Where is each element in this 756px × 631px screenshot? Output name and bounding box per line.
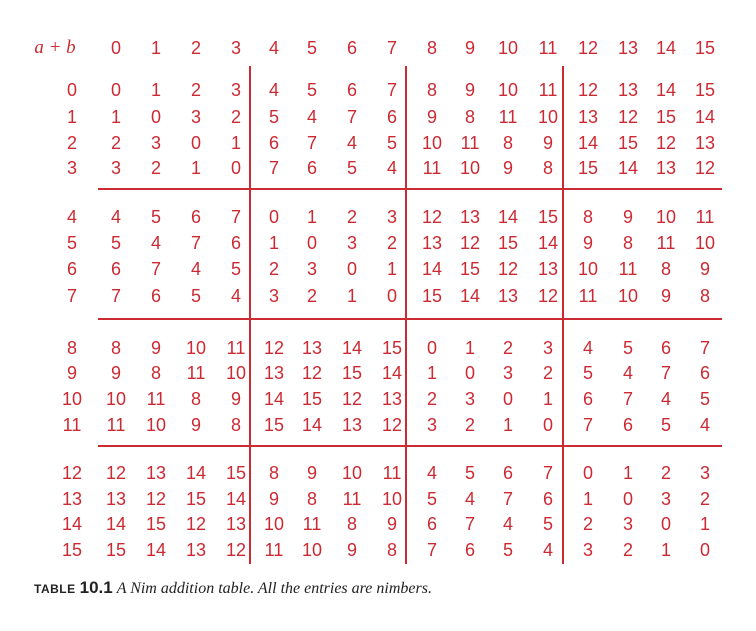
column-header: 1: [150, 38, 162, 58]
table-cell: 10: [577, 259, 599, 279]
table-cell: 14: [694, 107, 716, 127]
table-cell: 6: [110, 259, 122, 279]
table-cell: 12: [694, 158, 716, 178]
table-cell: 13: [694, 133, 716, 153]
row-header: 5: [66, 233, 78, 253]
table-cell: 11: [656, 233, 676, 253]
row-header: 9: [66, 363, 78, 383]
table-cell: 12: [301, 363, 323, 383]
table-cell: 6: [542, 489, 554, 509]
table-cell: 14: [263, 389, 285, 409]
table-cell: 12: [577, 80, 599, 100]
table-cell: 10: [341, 463, 363, 483]
table-cell: 8: [306, 489, 318, 509]
table-cell: 3: [268, 286, 280, 306]
table-cell: 7: [150, 259, 162, 279]
table-cell: 0: [386, 286, 398, 306]
table-cell: 14: [145, 540, 167, 560]
corner-label: a + b: [34, 37, 76, 58]
table-cell: 4: [306, 107, 318, 127]
table-cell: 1: [426, 363, 438, 383]
table-cell: 4: [622, 363, 634, 383]
table-cell: 11: [302, 514, 322, 534]
table-cell: 14: [421, 259, 443, 279]
column-header: 9: [464, 38, 476, 58]
table-cell: 3: [426, 415, 438, 435]
table-cell: 8: [268, 463, 280, 483]
table-cell: 4: [346, 133, 358, 153]
table-cell: 3: [502, 363, 514, 383]
table-cell: 4: [699, 415, 711, 435]
table-cell: 13: [145, 463, 167, 483]
table-cell: 6: [660, 338, 672, 358]
table-cell: 11: [422, 158, 442, 178]
table-cell: 15: [301, 389, 323, 409]
table-cell: 12: [459, 233, 481, 253]
table-cell: 10: [694, 233, 716, 253]
column-header: 0: [110, 38, 122, 58]
table-cell: 12: [537, 286, 559, 306]
caption-text: A Nim addition table. All the entries are nimbers.: [116, 580, 432, 597]
row-header: 0: [66, 80, 78, 100]
table-cell: 4: [464, 489, 476, 509]
table-cell: 1: [386, 259, 398, 279]
table-cell: 1: [582, 489, 594, 509]
table-cell: 0: [230, 158, 242, 178]
table-cell: 8: [230, 415, 242, 435]
table-cell: 6: [150, 286, 162, 306]
table-cell: 13: [301, 338, 323, 358]
table-cell: 4: [268, 80, 280, 100]
table-cell: 14: [655, 80, 677, 100]
table-cell: 1: [502, 415, 514, 435]
table-cell: 13: [381, 389, 403, 409]
table-cell: 14: [577, 133, 599, 153]
table-cell: 5: [386, 133, 398, 153]
table-cell: 1: [542, 389, 554, 409]
column-header: 13: [617, 38, 639, 58]
table-cell: 13: [263, 363, 285, 383]
row-header: 6: [66, 259, 78, 279]
table-cell: 1: [110, 107, 122, 127]
table-cell: 10: [301, 540, 323, 560]
table-cell: 7: [582, 415, 594, 435]
table-cell: 3: [190, 107, 202, 127]
table-cell: 2: [699, 489, 711, 509]
table-cell: 7: [542, 463, 554, 483]
table-cell: 4: [582, 338, 594, 358]
table-cell: 10: [537, 107, 559, 127]
table-cell: 8: [660, 259, 672, 279]
table-cell: 4: [542, 540, 554, 560]
table-cell: 3: [699, 463, 711, 483]
table-cell: 4: [502, 514, 514, 534]
table-cell: 0: [699, 540, 711, 560]
table-cell: 5: [150, 207, 162, 227]
table-cell: 2: [386, 233, 398, 253]
table-cell: 2: [426, 389, 438, 409]
table-cell: 7: [464, 514, 476, 534]
table-cell: 5: [346, 158, 358, 178]
table-cell: 6: [699, 363, 711, 383]
column-header: 14: [655, 38, 677, 58]
table-cell: 4: [110, 207, 122, 227]
table-cell: 5: [622, 338, 634, 358]
table-cell: 12: [497, 259, 519, 279]
table-cell: 13: [459, 207, 481, 227]
table-cell: 10: [421, 133, 443, 153]
table-cell: 4: [386, 158, 398, 178]
row-header: 12: [61, 463, 83, 483]
table-cell: 8: [622, 233, 634, 253]
table-cell: 3: [542, 338, 554, 358]
vertical-rule: [562, 66, 564, 564]
table-cell: 2: [190, 80, 202, 100]
table-cell: 5: [502, 540, 514, 560]
table-cell: 3: [386, 207, 398, 227]
horizontal-rule: [98, 188, 722, 190]
table-cell: 13: [341, 415, 363, 435]
table-cell: 15: [421, 286, 443, 306]
table-cell: 8: [426, 80, 438, 100]
table-cell: 7: [622, 389, 634, 409]
row-header: 7: [66, 286, 78, 306]
table-cell: 1: [268, 233, 280, 253]
table-cell: 4: [230, 286, 242, 306]
table-cell: 12: [185, 514, 207, 534]
table-cell: 15: [145, 514, 167, 534]
table-cell: 2: [268, 259, 280, 279]
table-cell: 13: [497, 286, 519, 306]
table-cell: 5: [190, 286, 202, 306]
table-cell: 10: [655, 207, 677, 227]
column-header: 5: [306, 38, 318, 58]
table-cell: 9: [699, 259, 711, 279]
table-cell: 14: [381, 363, 403, 383]
caption-number: 10.1: [79, 578, 113, 597]
table-cell: 9: [110, 363, 122, 383]
table-cell: 9: [426, 107, 438, 127]
row-header: 14: [61, 514, 83, 534]
horizontal-rule: [98, 318, 722, 320]
vertical-rule: [249, 66, 251, 564]
table-cell: 9: [582, 233, 594, 253]
row-header: 2: [66, 133, 78, 153]
table-cell: 0: [582, 463, 594, 483]
table-cell: 10: [459, 158, 481, 178]
table-cell: 1: [660, 540, 672, 560]
table-cell: 0: [542, 415, 554, 435]
table-cell: 0: [502, 389, 514, 409]
table-cell: 1: [699, 514, 711, 534]
row-header: 13: [61, 489, 83, 509]
table-cell: 12: [381, 415, 403, 435]
table-cell: 15: [459, 259, 481, 279]
table-cell: 5: [426, 489, 438, 509]
table-cell: 7: [268, 158, 280, 178]
table-cell: 9: [542, 133, 554, 153]
table-cell: 3: [582, 540, 594, 560]
table-cell: 8: [150, 363, 162, 383]
table-cell: 7: [110, 286, 122, 306]
table-cell: 1: [346, 286, 358, 306]
row-header: 8: [66, 338, 78, 358]
table-cell: 7: [502, 489, 514, 509]
table-cell: 6: [346, 80, 358, 100]
table-cell: 6: [622, 415, 634, 435]
table-cell: 15: [497, 233, 519, 253]
table-cell: 7: [346, 107, 358, 127]
table-cell: 14: [301, 415, 323, 435]
table-cell: 0: [110, 80, 122, 100]
table-cell: 6: [230, 233, 242, 253]
table-cell: 2: [582, 514, 594, 534]
table-cell: 9: [502, 158, 514, 178]
table-cell: 8: [542, 158, 554, 178]
table-cell: 4: [660, 389, 672, 409]
table-cell: 1: [464, 338, 476, 358]
table-cell: 8: [110, 338, 122, 358]
table-cell: 7: [306, 133, 318, 153]
table-cell: 13: [577, 107, 599, 127]
table-cell: 7: [230, 207, 242, 227]
table-cell: 15: [694, 80, 716, 100]
table-cell: 14: [185, 463, 207, 483]
table-cell: 11: [460, 133, 480, 153]
table-cell: 14: [617, 158, 639, 178]
column-header: 11: [538, 38, 558, 58]
table-cell: 10: [225, 363, 247, 383]
table-cell: 10: [381, 489, 403, 509]
table-cell: 5: [660, 415, 672, 435]
table-cell: 15: [381, 338, 403, 358]
table-cell: 4: [150, 233, 162, 253]
table-cell: 0: [306, 233, 318, 253]
table-cell: 2: [230, 107, 242, 127]
table-cell: 5: [268, 107, 280, 127]
table-cell: 3: [464, 389, 476, 409]
column-header: 4: [268, 38, 280, 58]
table-cell: 14: [537, 233, 559, 253]
table-cell: 15: [185, 489, 207, 509]
table-cell: 6: [582, 389, 594, 409]
row-header: 4: [66, 207, 78, 227]
table-cell: 6: [464, 540, 476, 560]
table-cell: 1: [306, 207, 318, 227]
table-cell: 15: [263, 415, 285, 435]
table-cell: 2: [542, 363, 554, 383]
table-cell: 8: [502, 133, 514, 153]
table-cell: 12: [105, 463, 127, 483]
table-cell: 9: [386, 514, 398, 534]
table-cell: 3: [110, 158, 122, 178]
table-cell: 11: [618, 259, 638, 279]
table-cell: 8: [386, 540, 398, 560]
table-cell: 9: [660, 286, 672, 306]
table-cell: 15: [537, 207, 559, 227]
table-cell: 12: [421, 207, 443, 227]
table-caption: [34, 578, 432, 598]
table-cell: 11: [264, 540, 284, 560]
table-cell: 7: [190, 233, 202, 253]
table-cell: 11: [342, 489, 362, 509]
table-cell: 12: [225, 540, 247, 560]
table-cell: 2: [622, 540, 634, 560]
column-header: 3: [230, 38, 242, 58]
table-cell: 0: [150, 107, 162, 127]
table-cell: 15: [105, 540, 127, 560]
table-cell: 9: [230, 389, 242, 409]
row-header: 1: [66, 107, 78, 127]
table-cell: 0: [190, 133, 202, 153]
table-cell: 2: [502, 338, 514, 358]
table-cell: 0: [622, 489, 634, 509]
column-header: 8: [426, 38, 438, 58]
table-cell: 13: [225, 514, 247, 534]
table-cell: 3: [306, 259, 318, 279]
table-cell: 10: [617, 286, 639, 306]
table-cell: 12: [263, 338, 285, 358]
table-cell: 15: [655, 107, 677, 127]
table-cell: 12: [617, 107, 639, 127]
table-cell: 2: [306, 286, 318, 306]
table-cell: 9: [150, 338, 162, 358]
table-cell: 1: [230, 133, 242, 153]
table-cell: 2: [464, 415, 476, 435]
table-cell: 11: [578, 286, 598, 306]
row-header: 11: [62, 415, 82, 435]
caption-label: TABLE: [34, 582, 76, 596]
table-cell: 15: [617, 133, 639, 153]
table-cell: 4: [426, 463, 438, 483]
table-cell: 15: [225, 463, 247, 483]
table-cell: 3: [622, 514, 634, 534]
table-cell: 11: [186, 363, 206, 383]
table-cell: 9: [622, 207, 634, 227]
table-cell: 7: [699, 338, 711, 358]
table-cell: 7: [660, 363, 672, 383]
table-cell: 5: [110, 233, 122, 253]
table-cell: 3: [150, 133, 162, 153]
table-cell: 2: [660, 463, 672, 483]
table-cell: 11: [538, 80, 558, 100]
table-cell: 4: [190, 259, 202, 279]
table-cell: 5: [582, 363, 594, 383]
table-cell: 13: [617, 80, 639, 100]
table-cell: 0: [268, 207, 280, 227]
table-cell: 10: [105, 389, 127, 409]
table-cell: 8: [346, 514, 358, 534]
table-cell: 13: [421, 233, 443, 253]
table-cell: 10: [497, 80, 519, 100]
table-cell: 5: [699, 389, 711, 409]
column-header: 15: [694, 38, 716, 58]
table-cell: 6: [386, 107, 398, 127]
column-header: 12: [577, 38, 599, 58]
table-cell: 3: [346, 233, 358, 253]
vertical-rule: [405, 66, 407, 564]
table-cell: 14: [341, 338, 363, 358]
table-cell: 0: [660, 514, 672, 534]
table-cell: 6: [268, 133, 280, 153]
column-header: 6: [346, 38, 358, 58]
table-cell: 7: [386, 80, 398, 100]
table-cell: 8: [190, 389, 202, 409]
column-header: 7: [386, 38, 398, 58]
horizontal-rule: [98, 445, 722, 447]
table-cell: 11: [146, 389, 166, 409]
table-cell: 8: [582, 207, 594, 227]
table-cell: 1: [190, 158, 202, 178]
table-cell: 13: [537, 259, 559, 279]
row-header: 10: [61, 389, 83, 409]
table-cell: 1: [622, 463, 634, 483]
table-cell: 13: [185, 540, 207, 560]
table-cell: 15: [577, 158, 599, 178]
table-cell: 7: [426, 540, 438, 560]
table-cell: 12: [655, 133, 677, 153]
table-cell: 3: [660, 489, 672, 509]
table-cell: 5: [230, 259, 242, 279]
table-cell: 6: [190, 207, 202, 227]
table-cell: 9: [464, 80, 476, 100]
table-cell: 9: [268, 489, 280, 509]
column-header: 2: [190, 38, 202, 58]
table-cell: 2: [110, 133, 122, 153]
table-cell: 0: [346, 259, 358, 279]
table-cell: 2: [150, 158, 162, 178]
table-cell: 14: [497, 207, 519, 227]
table-cell: 6: [306, 158, 318, 178]
table-cell: 5: [306, 80, 318, 100]
table-cell: 11: [382, 463, 402, 483]
table-cell: 8: [464, 107, 476, 127]
row-header: 15: [61, 540, 83, 560]
table-cell: 5: [542, 514, 554, 534]
table-cell: 12: [341, 389, 363, 409]
table-cell: 6: [502, 463, 514, 483]
table-cell: 14: [225, 489, 247, 509]
column-header: 10: [497, 38, 519, 58]
table-cell: 9: [346, 540, 358, 560]
table-cell: 2: [346, 207, 358, 227]
table-cell: 12: [145, 489, 167, 509]
table-cell: 14: [105, 514, 127, 534]
table-cell: 11: [498, 107, 518, 127]
table-cell: 3: [230, 80, 242, 100]
table-cell: 0: [464, 363, 476, 383]
table-cell: 5: [464, 463, 476, 483]
table-cell: 8: [699, 286, 711, 306]
table-cell: 11: [226, 338, 246, 358]
table-cell: 13: [655, 158, 677, 178]
row-header: 3: [66, 158, 78, 178]
table-cell: 15: [341, 363, 363, 383]
table-cell: 9: [190, 415, 202, 435]
table-cell: 10: [185, 338, 207, 358]
table-cell: 11: [695, 207, 715, 227]
table-cell: 10: [145, 415, 167, 435]
table-cell: 1: [150, 80, 162, 100]
table-cell: 10: [263, 514, 285, 534]
table-cell: 0: [426, 338, 438, 358]
table-cell: 11: [106, 415, 126, 435]
table-cell: 13: [105, 489, 127, 509]
table-cell: 9: [306, 463, 318, 483]
table-cell: 6: [426, 514, 438, 534]
table-cell: 14: [459, 286, 481, 306]
